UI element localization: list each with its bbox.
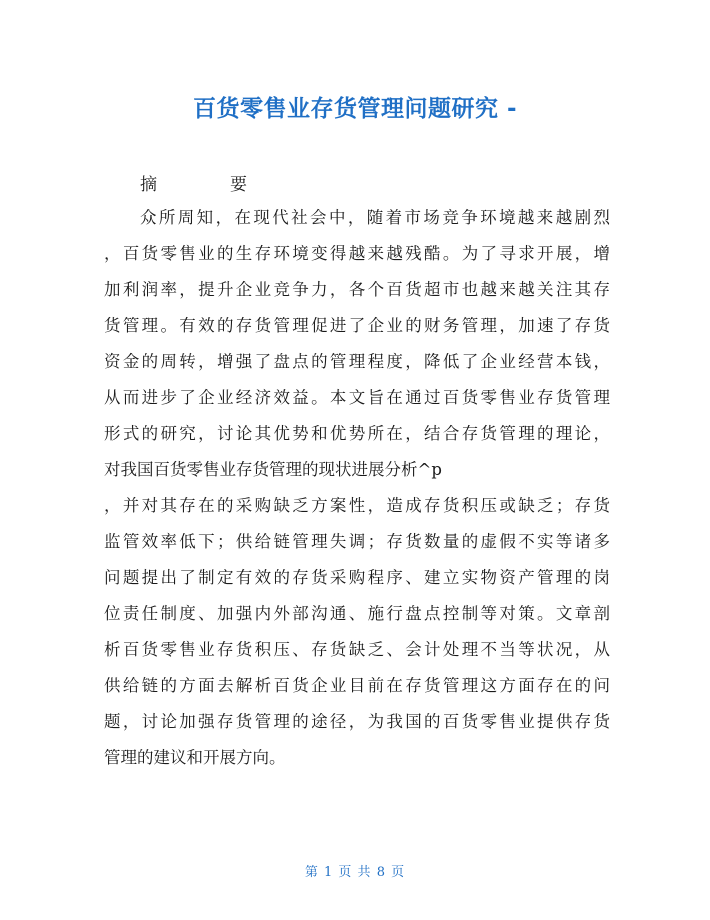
paragraph-line: ，并对其存在的采购缺乏方案性，造成存货积压或缺乏；存货 — [104, 496, 610, 515]
paragraph-line: 问题提出了制定有效的存货采购程序、建立实物资产管理的岗 — [104, 568, 610, 587]
paragraph-line: 形式的研究，讨论其优势和优势所在，结合存货管理的理论， — [104, 424, 610, 443]
paragraph-line: 析百货零售业存货积压、存货缺乏、会计处理不当等状况，从 — [104, 640, 610, 659]
paragraph-line: ，百货零售业的生存环境变得越来越残酷。为了寻求开展，增 — [104, 244, 610, 263]
paragraph-line: 管理的建议和开展方向。 — [104, 748, 286, 767]
paragraph-line: 位责任制度、加强内外部沟通、施行盘点控制等对策。文章剖 — [104, 604, 610, 623]
abstract-body — [104, 200, 610, 776]
paragraph-line: 供给链的方面去解析百货企业目前在存货管理这方面存在的问 — [104, 676, 610, 695]
page-number-footer: 第 1 页 共 8 页 — [304, 865, 406, 880]
paragraph-line: 加利润率，提升企业竞争力，各个百货超市也越来越关注其存 — [104, 280, 610, 299]
paragraph-line: 资金的周转，增强了盘点的管理程度，降低了企业经营本钱， — [104, 352, 610, 371]
paragraph-line: 众所周知，在现代社会中，随着市场竞争环境越来越剧烈 — [140, 208, 610, 227]
paragraph-line: 从而进步了企业经济效益。本文旨在通过百货零售业存货管理 — [104, 388, 610, 407]
paragraph-line: 题，讨论加强存货管理的途径，为我国的百货零售业提供存货 — [104, 712, 610, 731]
paragraph-line: 货管理。有效的存货管理促进了企业的财务管理，加速了存货 — [104, 316, 610, 335]
paragraph-line: 监管效率低下；供给链管理失调；存货数量的虚假不实等诸多 — [104, 532, 610, 551]
paragraph-line: 对我国百货零售业存货管理的现状进展分析^p — [104, 460, 442, 479]
document-title: 百货零售业存货管理问题研究 - — [192, 96, 518, 122]
abstract-heading: 摘 要 — [140, 175, 275, 195]
